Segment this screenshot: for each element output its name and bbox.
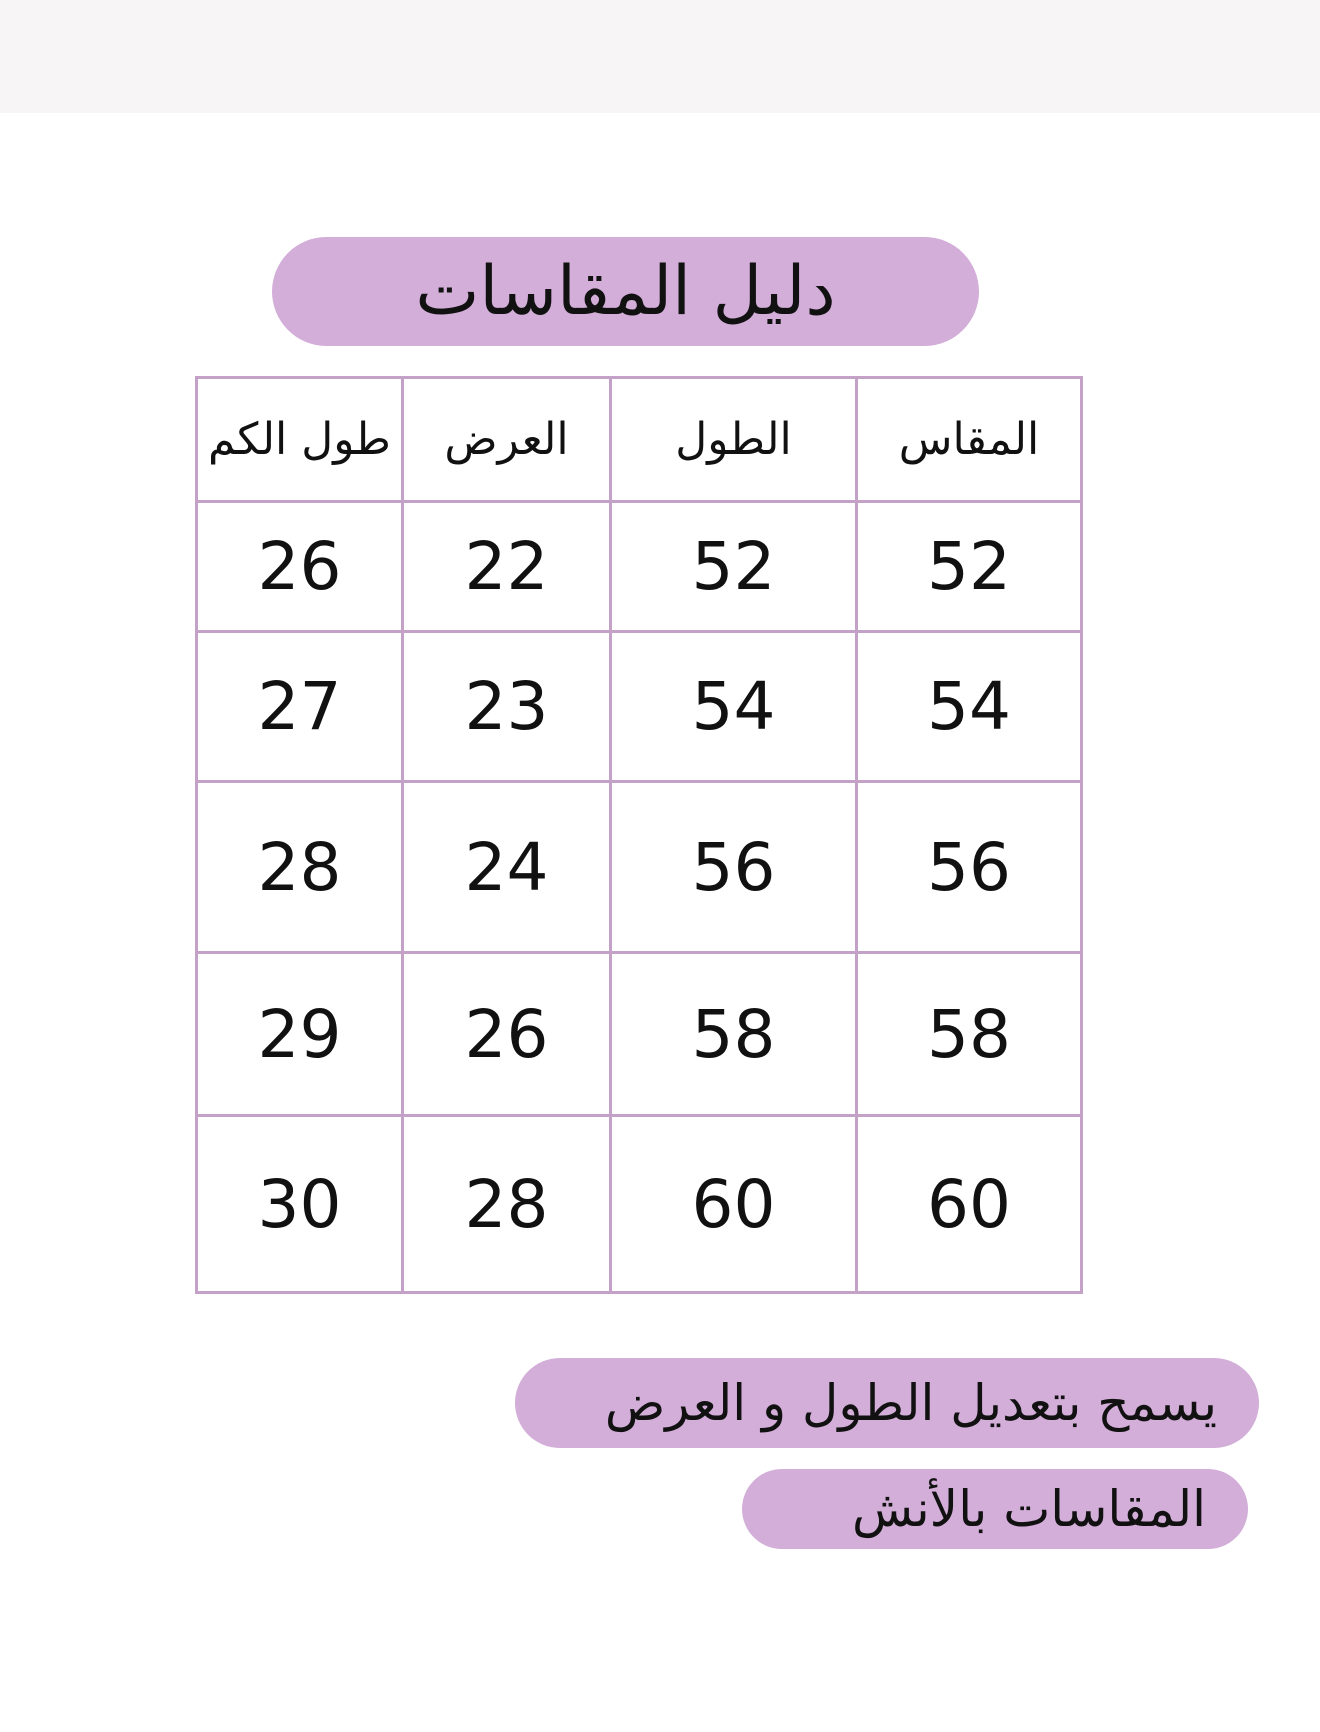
- header-width: العرض: [403, 378, 611, 502]
- cell-width: 24: [403, 782, 611, 953]
- table-row: [197, 782, 1082, 953]
- cell-sleeve-length: 29: [197, 953, 403, 1116]
- table-header-row: [197, 378, 1082, 502]
- cell-width: 26: [403, 953, 611, 1116]
- note-adjustable: [515, 1358, 1259, 1448]
- table-row: [197, 632, 1082, 782]
- size-chart-table: [195, 376, 1083, 1294]
- cell-size: 56: [857, 782, 1082, 953]
- cell-width: 28: [403, 1116, 611, 1293]
- cell-sleeve-length: 30: [197, 1116, 403, 1293]
- cell-size: 54: [857, 632, 1082, 782]
- page-title: [272, 237, 979, 346]
- header-size: المقاس: [857, 378, 1082, 502]
- cell-width: 23: [403, 632, 611, 782]
- cell-length: 60: [611, 1116, 857, 1293]
- cell-size: 58: [857, 953, 1082, 1116]
- note-units: [742, 1469, 1248, 1549]
- table-row: [197, 953, 1082, 1116]
- cell-length: 56: [611, 782, 857, 953]
- cell-size: 60: [857, 1116, 1082, 1293]
- cell-length: 54: [611, 632, 857, 782]
- top-band: [0, 0, 1320, 113]
- note-adjustable-text: يسمح بتعديل الطول و العرض: [604, 1374, 1217, 1432]
- page-title-text: دليل المقاسات: [415, 252, 836, 331]
- cell-length: 52: [611, 502, 857, 632]
- header-length: الطول: [611, 378, 857, 502]
- cell-width: 22: [403, 502, 611, 632]
- note-units-text: المقاسات بالأنش: [852, 1480, 1206, 1538]
- cell-sleeve-length: 27: [197, 632, 403, 782]
- cell-sleeve-length: 28: [197, 782, 403, 953]
- table-row: [197, 502, 1082, 632]
- cell-length: 58: [611, 953, 857, 1116]
- table-row: [197, 1116, 1082, 1293]
- header-sleeve-length: طول الكم: [197, 378, 403, 502]
- cell-size: 52: [857, 502, 1082, 632]
- cell-sleeve-length: 26: [197, 502, 403, 632]
